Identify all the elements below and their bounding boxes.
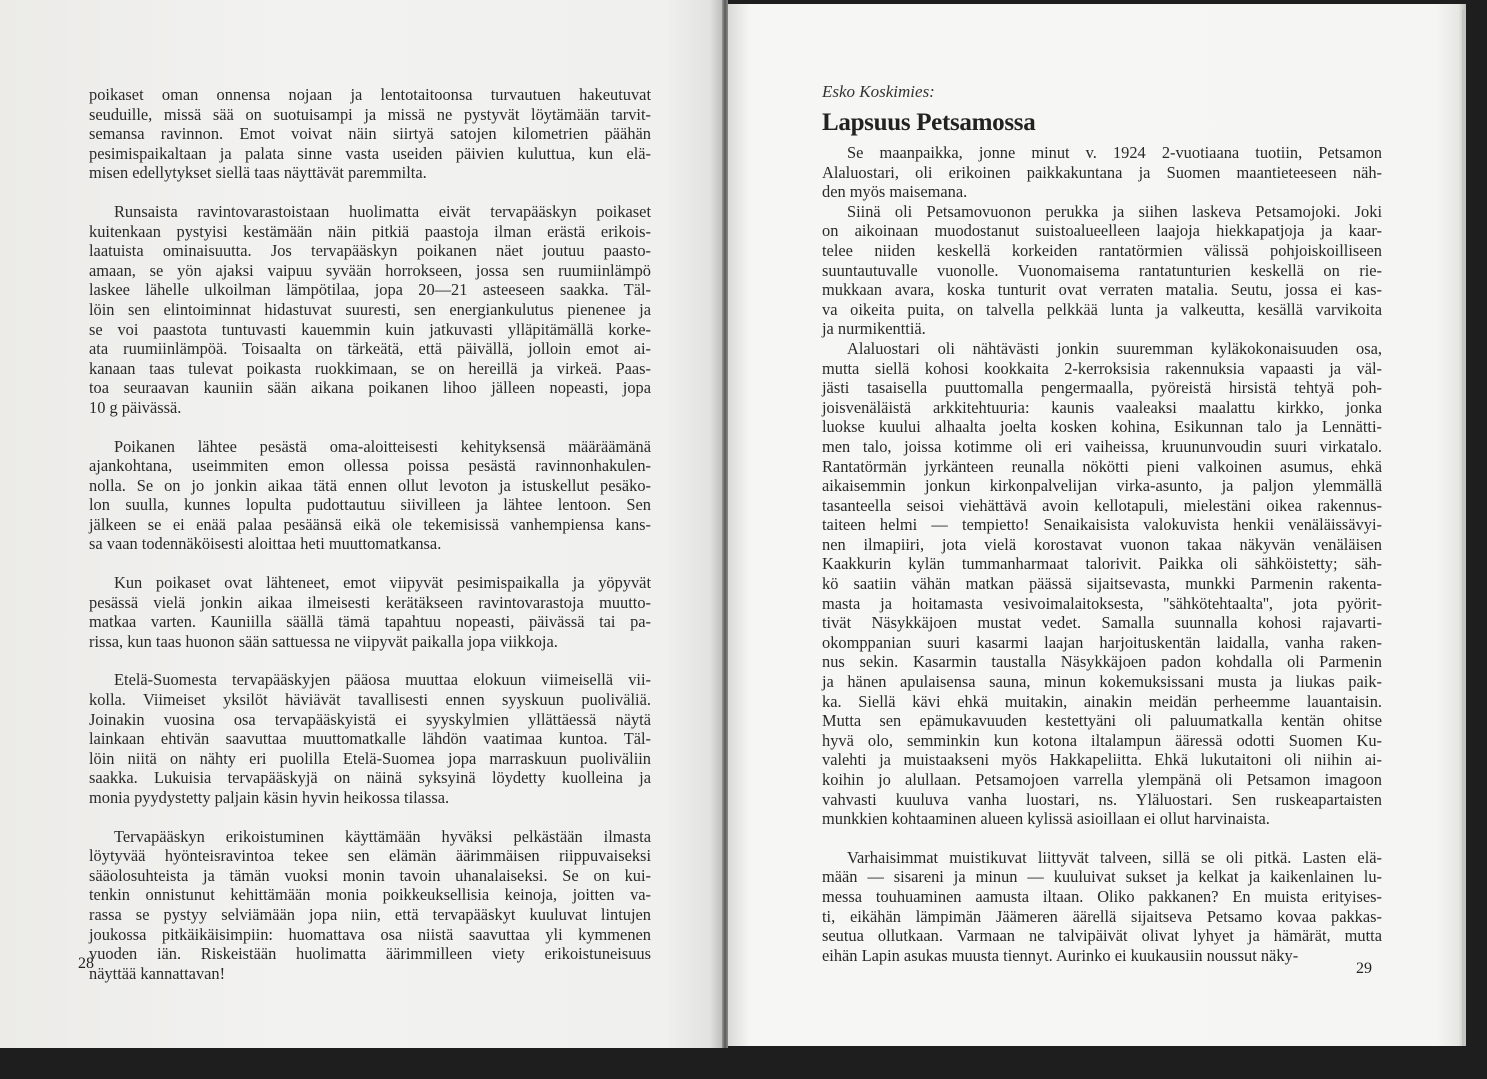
text-line: Joinakin vuosina osa tervapääskyistä ei syyskylmien yllättäessä näytä bbox=[89, 709, 651, 729]
text-line: Kun poikaset ovat lähteneet, emot viipyvät pesimispaikalla ja yöpyvät bbox=[114, 573, 651, 593]
text-line: men talo, joissa kotimme oli eri vaiheissa, kruununvoudin suuri virkatalo. bbox=[822, 436, 1382, 456]
text-line: monia pyydystetty paljain käsin hyvin heikossa tilassa. bbox=[89, 788, 450, 807]
text-line: jästi tasaisella puuttomalla pengermaalla, pyöreistä hirsistä tehtyä poh- bbox=[822, 378, 1382, 398]
text-line: Varhaisimmat muistikuvat liittyvät talveen, sillä se oli pitkä. Lasten elä- bbox=[847, 847, 1382, 867]
paragraph bbox=[822, 202, 1382, 339]
text-line: telee niiden keskellä korkeiden rantatörmien välissä pohjoiskoilliseen bbox=[822, 240, 1382, 260]
text-line: on aikoinaan muodostanut suistoalueelleen laajoja hiekkapatjoja ja kaar- bbox=[822, 221, 1382, 241]
text-line: Alaluostari, oli erikoinen paikkakuntana ja Suomen maantieteeseen näh- bbox=[822, 162, 1382, 182]
text-line: okomppanian suuri kasarmi laajan harjoituskentän laidalla, vanha raken- bbox=[822, 632, 1382, 652]
text-line: nus sekin. Kasarmin taustalla Näsykkäjoen padon kohdalla oli Parmenin bbox=[822, 652, 1382, 672]
text-line: joukossa pitkäikäisimpiin: huomattava osa niistä saavuttaa yli kymmenen bbox=[89, 924, 651, 944]
text-line: Kaakkurin kylän tummanharmaat talorivit. Paikka oli sähköistetty; säh- bbox=[822, 554, 1382, 574]
text-line: Tervapääskyn erikoistuminen käyttämään hyväksi pelkästään ilmasta bbox=[114, 826, 651, 846]
text-line: näyttää kannattavan! bbox=[89, 963, 226, 983]
paragraph bbox=[89, 827, 651, 984]
left-page-text bbox=[89, 85, 651, 983]
text-line: laskee lähelle ulkoilman lämpötilaa, jopa 20—21 asteeseen saakka. Täl- bbox=[89, 280, 651, 300]
text-line: rassa se pystyy selviämään jopa niin, että tervapääskyt kuuluvat lintujen bbox=[89, 904, 651, 924]
text-line: sa vaan todennäköisesti aloittaa heti muuttomatkansa. bbox=[89, 534, 442, 554]
text-line: misen edellytykset siellä taas näyttävät paremmilta. bbox=[89, 163, 427, 183]
text-line: ja hänen apulaisensa sauna, minun kokemuksissani musta ja liukas paik- bbox=[822, 672, 1382, 692]
text-line: tivät Näsykkäjoen mustat vedet. Samalla suunnalla kohosi rajavarti- bbox=[822, 613, 1382, 633]
page-number-left: 28 bbox=[78, 955, 94, 972]
text-line: masta ja hoitamasta vesivoimalaitoksesta, ''sähkötehtaalta'', jota pyörit- bbox=[822, 593, 1382, 613]
text-line: luokse kuului alhaalta joelta kosken kohina, Esikunnan talo ja Lennätti- bbox=[822, 417, 1382, 437]
text-line: Rantatörmän jyrkänteen reunalla nökötti pieni valkoinen asumus, ehkä bbox=[822, 456, 1382, 476]
text-line: jälkeen se ei enää palaa pesäänsä eikä ole tekemisissä vanhempiensa kans- bbox=[89, 514, 651, 534]
text-line: amaan, se yön ajaksi vaipuu syvään horrokseen, jossa sen ruumiinlämpö bbox=[89, 260, 651, 280]
text-line: vuoden iän. Riskeistään huolimatta äärimmilleen viety erikoistuneisuus bbox=[89, 944, 651, 964]
text-line: Etelä-Suomesta tervapääskyjen pääosa muuttaa elokuun viimeisellä vii- bbox=[114, 670, 651, 690]
text-line: mukkaan avara, koska tunturit ovat verraten matalia. Seutu, jossa ei kas- bbox=[822, 280, 1382, 300]
text-line: löin niitä on nähty eri puolilla Etelä-Suomea jopa marraskuun puoliväliin bbox=[89, 748, 651, 768]
article-title: Lapsuus Petsamossa bbox=[822, 109, 1036, 136]
text-line: joisvenäläistä arkkitehtuuria: kaunis vaaleaksi maalattu kirkko, jonka bbox=[822, 397, 1382, 417]
article-author: Esko Koskimies: bbox=[822, 82, 935, 101]
text-line: pesimispaikaltaan ja palata sinne vasta useiden päivien kuluttua, kun elä- bbox=[89, 143, 651, 163]
paragraph bbox=[822, 143, 1382, 202]
text-line: seutua ollutkaan. Varmaan ne talvipäivät olivat lyhyet ja hämärät, mutta bbox=[822, 926, 1382, 946]
paragraph bbox=[89, 573, 651, 651]
text-line: mään — sisareni ja minun — kuuluivat sukset ja kelkat ja kaikenlainen lu- bbox=[822, 867, 1382, 887]
paragraph bbox=[89, 437, 651, 555]
text-line: Alaluostari oli nähtävästi jonkin suuremman kyläkokonaisuuden osa, bbox=[847, 338, 1382, 358]
text-line: ti, eikähän lämpimän Jäämeren äärellä sijaitseva Petsamo kovaa pakkas- bbox=[822, 906, 1382, 926]
text-line: kö saatiin vähän matkan päässä sijaitsevasta, munkki Parmenin rakenta- bbox=[822, 574, 1382, 594]
page-edge bbox=[1462, 10, 1466, 1046]
text-line: kanaan taas tulevat poikasta ruokkimaan, se on hereillä ja virkeä. Paas- bbox=[89, 358, 651, 378]
text-line: saakka. Lukuisia tervapääskyjä on näinä syksyinä löydetty kuolleina ja bbox=[89, 768, 651, 788]
paragraph bbox=[822, 339, 1382, 829]
paragraph bbox=[89, 202, 651, 418]
text-line: ajankohtana, useimmiten emon ollessa poissa pesästä ravinnonhakulen- bbox=[89, 456, 651, 476]
text-line: lon suulla, kunnes lopulta pudottautuu siivilleen ja lähtee lentoon. Sen bbox=[89, 495, 651, 515]
text-line: Runsaista ravintovarastoistaan huolimatta eivät tervapääskyn poikaset bbox=[114, 201, 651, 221]
text-line: seuduille, missä sää on suotuisampi ja missä ne pystyvät löytämään tarvit- bbox=[89, 104, 651, 124]
article-body bbox=[822, 143, 1382, 965]
text-line: löin sen elintoiminnat hidastuvat suuresti, sen energiankulutus pienenee ja bbox=[89, 299, 651, 319]
text-line: sääolosuhteista ja tämän vuoksi monin tavoin uhanalaiseksi. Se on kui- bbox=[89, 865, 651, 885]
text-line: Siinä oli Petsamovuonon perukka ja siihen laskeva Petsamojoki. Joki bbox=[847, 201, 1382, 221]
text-line: se voi paastota tuntuvasti kauemmin kuin jatkuvasti ylläpitämällä korke- bbox=[89, 319, 651, 339]
text-line: semansa ravinnon. Emot voivat näin siirtyä satojen kilometrien päähän bbox=[89, 124, 651, 144]
text-line: eihän Lapin asukas muusta tiennyt. Aurinko ei kuukausiin noussut näky- bbox=[822, 945, 1299, 965]
text-line: ata ruumiinlämpöä. Toisaalta on tärkeätä, että päivällä, jolloin emot ai- bbox=[89, 339, 651, 359]
right-page-text bbox=[822, 82, 1382, 965]
text-line: mutta siellä kohosi kookkaita 2-kerroksisia rakennuksia vapaasti ja väl- bbox=[822, 358, 1382, 378]
paragraph bbox=[89, 85, 651, 183]
text-line: valehti ja muistaakseni myös Hakkapeliitta. Ehkä lukutaitoni oli niihin ai- bbox=[822, 750, 1382, 770]
text-line: 10 g päivässä. bbox=[89, 397, 182, 417]
text-line: nolla. Se on jo jonkin aikaa tätä ennen ollut levoton ja istuskellut pesäko- bbox=[89, 475, 651, 495]
text-line: toa seuraavan kauniin sään aikana poikanen lihoo jälleen nopeasti, jopa bbox=[89, 378, 651, 398]
text-line: nen ilmapiiri, jota vielä korostavat vuonon takaa näkyvän venäläisen bbox=[822, 534, 1382, 554]
text-line: taiteen helmi — tempietto! Senaikaisista valokuvista henkii venäläissävyi- bbox=[822, 515, 1382, 535]
text-line: messa touhuaminen aamusta iltaan. Oliko pakkanen? En muista erityises- bbox=[822, 886, 1382, 906]
text-line: munkkien kohtaaminen alueen kylissä asioillaan ei ollut harvinaista. bbox=[822, 809, 1270, 829]
text-line: ka. Siellä kävi ehkä muitakin, ainakin meidän perheemme lauantaisin. bbox=[822, 691, 1382, 711]
text-line: tasanteella seisoi viehättävä avoin kellotapuli, mielestäni oikea rakennus- bbox=[822, 495, 1382, 515]
text-line: kolla. Viimeiset yksilöt häviävät tavallisesti ennen syyskuun puoliväliä. bbox=[89, 690, 651, 710]
text-line: Poikanen lähtee pesästä oma-aloitteisesti kehityksensä määräämänä bbox=[114, 436, 651, 456]
text-line: kuitenkaan pystyisi kestämään näin pitkiä paastoja ilman erästä erikois- bbox=[89, 221, 651, 241]
text-line: löytyvää hyönteisravintoa tekee sen elämän äärimmäisen riippuvaiseksi bbox=[89, 846, 651, 866]
text-line: matkaa varten. Kauniilla säällä tämä tapahtuu nopeasti, päivässä tai pa- bbox=[89, 612, 651, 632]
paragraph bbox=[822, 848, 1382, 966]
text-line: rissa, kun taas huonon sään sattuessa ne viipyvät paikalla jopa viikkoja. bbox=[89, 631, 558, 651]
text-line: koihin jo alullaan. Petsamojoen varrella ylempänä oli Petsamon imagoon bbox=[822, 770, 1382, 789]
text-line: va oikeita puita, on talvella pelkkää lunta ja valkeutta, kesällä varvikoita bbox=[822, 299, 1382, 319]
text-line: poikaset oman onnensa nojaan ja lentotaitoonsa turvautuen hakeutuvat bbox=[89, 85, 651, 104]
paragraph bbox=[89, 670, 651, 807]
text-line: lainkaan ehtivän saavuttaa muuttomatkalle lähdön vaatimaa kuntoa. Täl- bbox=[89, 729, 651, 749]
text-line: den myös maisemana. bbox=[822, 182, 968, 202]
text-line: aikaisemmin jonkun kirkonpalvelijan virka-asunto, ja paljon ylemmällä bbox=[822, 476, 1382, 496]
text-line: pesässä vielä jonkin aikaa ilmeisesti kerätäkseen ravintovarastoja muutto- bbox=[89, 592, 651, 612]
page-number-right: 29 bbox=[1356, 960, 1372, 977]
text-line: laatuista ominaisuutta. Jos tervapääskyn poikanen näet joutuu paasto- bbox=[89, 241, 651, 261]
text-line: tenkin onnistunut kehittämään monia poikkeuksellisia keinoja, joitten va- bbox=[89, 885, 651, 905]
text-line: hyvä olo, semminkin kun kotona iltalampun ääressä odotti Suomen Ku- bbox=[822, 730, 1382, 750]
text-line: vahvasti kuuluva vanha luostari, ns. Yläluostari. Sen ruskeapartaisten bbox=[822, 789, 1382, 809]
text-line: Mutta sen epämukavuuden kestettyäni oli paluumatkalla kentän ohitse bbox=[822, 711, 1382, 731]
text-line: Se maanpaikka, jonne minut v. 1924 2-vuotiaana tuotiin, Petsamon bbox=[847, 143, 1382, 162]
text-line: suuntautuvalle vuonolle. Vuonomaisema rantatunturien keskellä on rie- bbox=[822, 260, 1382, 280]
text-line: ja nurmikenttiä. bbox=[822, 319, 926, 339]
